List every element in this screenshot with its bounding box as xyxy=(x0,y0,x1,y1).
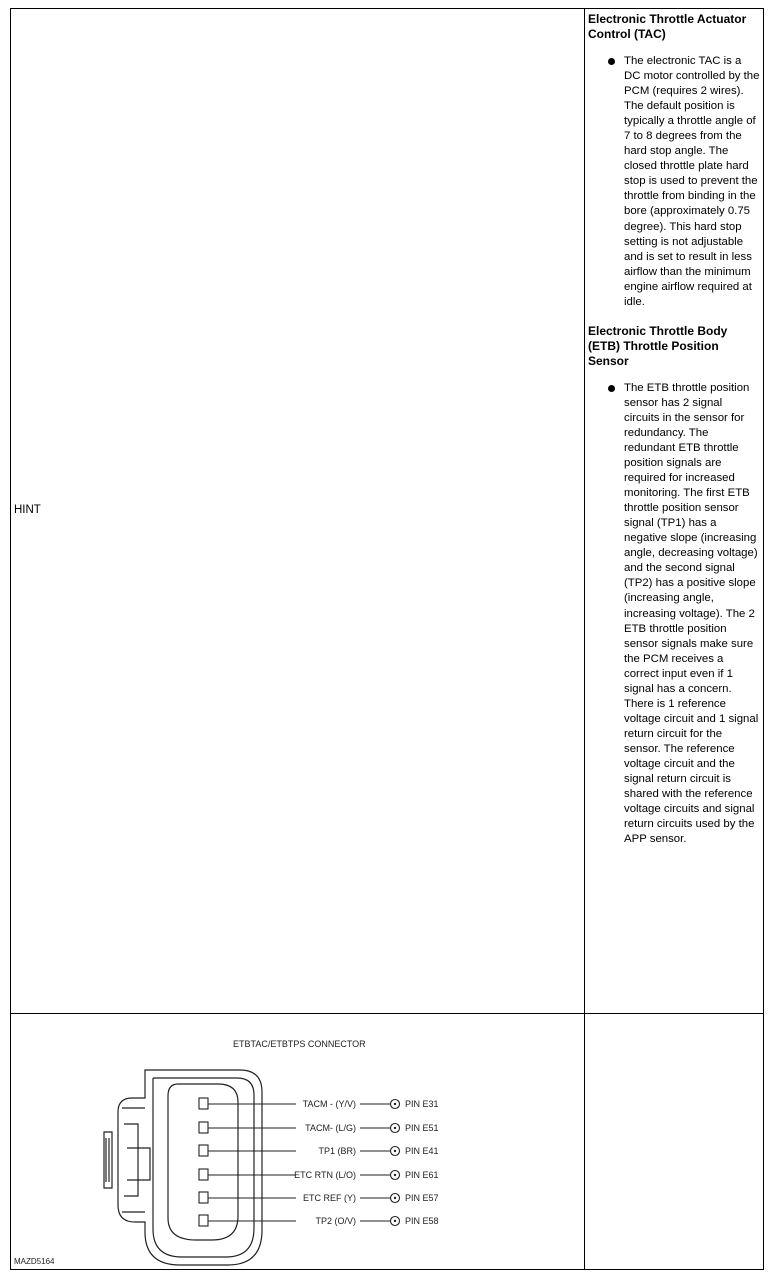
pin-label: ETC REF (Y) xyxy=(303,1193,356,1203)
pin-center-dot xyxy=(394,1127,396,1129)
pin-label: TACM- (L/G) xyxy=(305,1123,356,1133)
pin-label: ETC RTN (L/O) xyxy=(294,1170,356,1180)
pin-terminal xyxy=(199,1098,208,1109)
pin-label: TP2 (O/V) xyxy=(315,1216,356,1226)
pin-number: PIN E57 xyxy=(405,1193,439,1203)
pin-center-dot xyxy=(394,1103,396,1105)
pin-label: TP1 (BR) xyxy=(318,1146,356,1156)
pin-number: PIN E41 xyxy=(405,1146,439,1156)
connector-body-icon xyxy=(104,1070,262,1265)
pin-terminal xyxy=(199,1169,208,1180)
pin-terminal xyxy=(199,1192,208,1203)
pin-number: PIN E61 xyxy=(405,1170,439,1180)
pin-label: TACM - (Y/V) xyxy=(302,1099,356,1109)
pin-center-dot xyxy=(394,1220,396,1222)
pin-number: PIN E51 xyxy=(405,1123,439,1133)
section-heading-tac: Electronic Throttle Actuator Control (TAC) xyxy=(588,12,747,41)
pin-terminal xyxy=(199,1145,208,1156)
pin-center-dot xyxy=(394,1174,396,1176)
pin-rows xyxy=(199,1098,439,1226)
section-heading-etb: Electronic Throttle Body (ETB) Throttle Position Sensor xyxy=(588,323,728,368)
pin-terminal xyxy=(199,1215,208,1226)
etb-bullet-text: The ETB throttle position sensor has 2 signal circuits in the sensor for redundancy. The redundant ETB throttle position signals are required for increased monitoring. The first ETB throttle position sensor signal (TP1) has a negative slope (increasing angle, decreasing voltage) and the second signal (TP2) has a positive slope (increasing angle, increasing voltage). The 2 ETB throttle position sensor signals make sure the PCM receives a correct input even if 1 signal has a concern. There is 1 reference voltage circuit and 1 signal return circuit for the sensor. The reference voltage circuit and the signal return circuit is shared with the reference voltage circuits and signal return circuits used by the APP sensor. xyxy=(624,381,759,846)
pin-center-dot xyxy=(394,1150,396,1152)
hint-label: HINT xyxy=(14,504,41,516)
diagram-code: MAZD5164 xyxy=(14,1257,55,1266)
pin-center-dot xyxy=(394,1197,396,1199)
pin-terminal xyxy=(199,1122,208,1133)
tac-bullet-text: The electronic TAC is a DC motor controlled by the PCM (requires 2 wires). The default position is typically a throttle angle of 7 to 8 degrees from the hard stop angle. The closed throttle plate hard stop is used to prevent the throttle from binding in the bore (approximately 0.75 degree). This hard stop setting is not adjustable and is set to result in less airflow than the minimum engine airflow required at idle. xyxy=(624,55,760,308)
pin-number: PIN E58 xyxy=(405,1216,439,1226)
diagram-title: ETBTAC/ETBTPS CONNECTOR xyxy=(233,1039,366,1049)
pin-number: PIN E31 xyxy=(405,1099,439,1109)
